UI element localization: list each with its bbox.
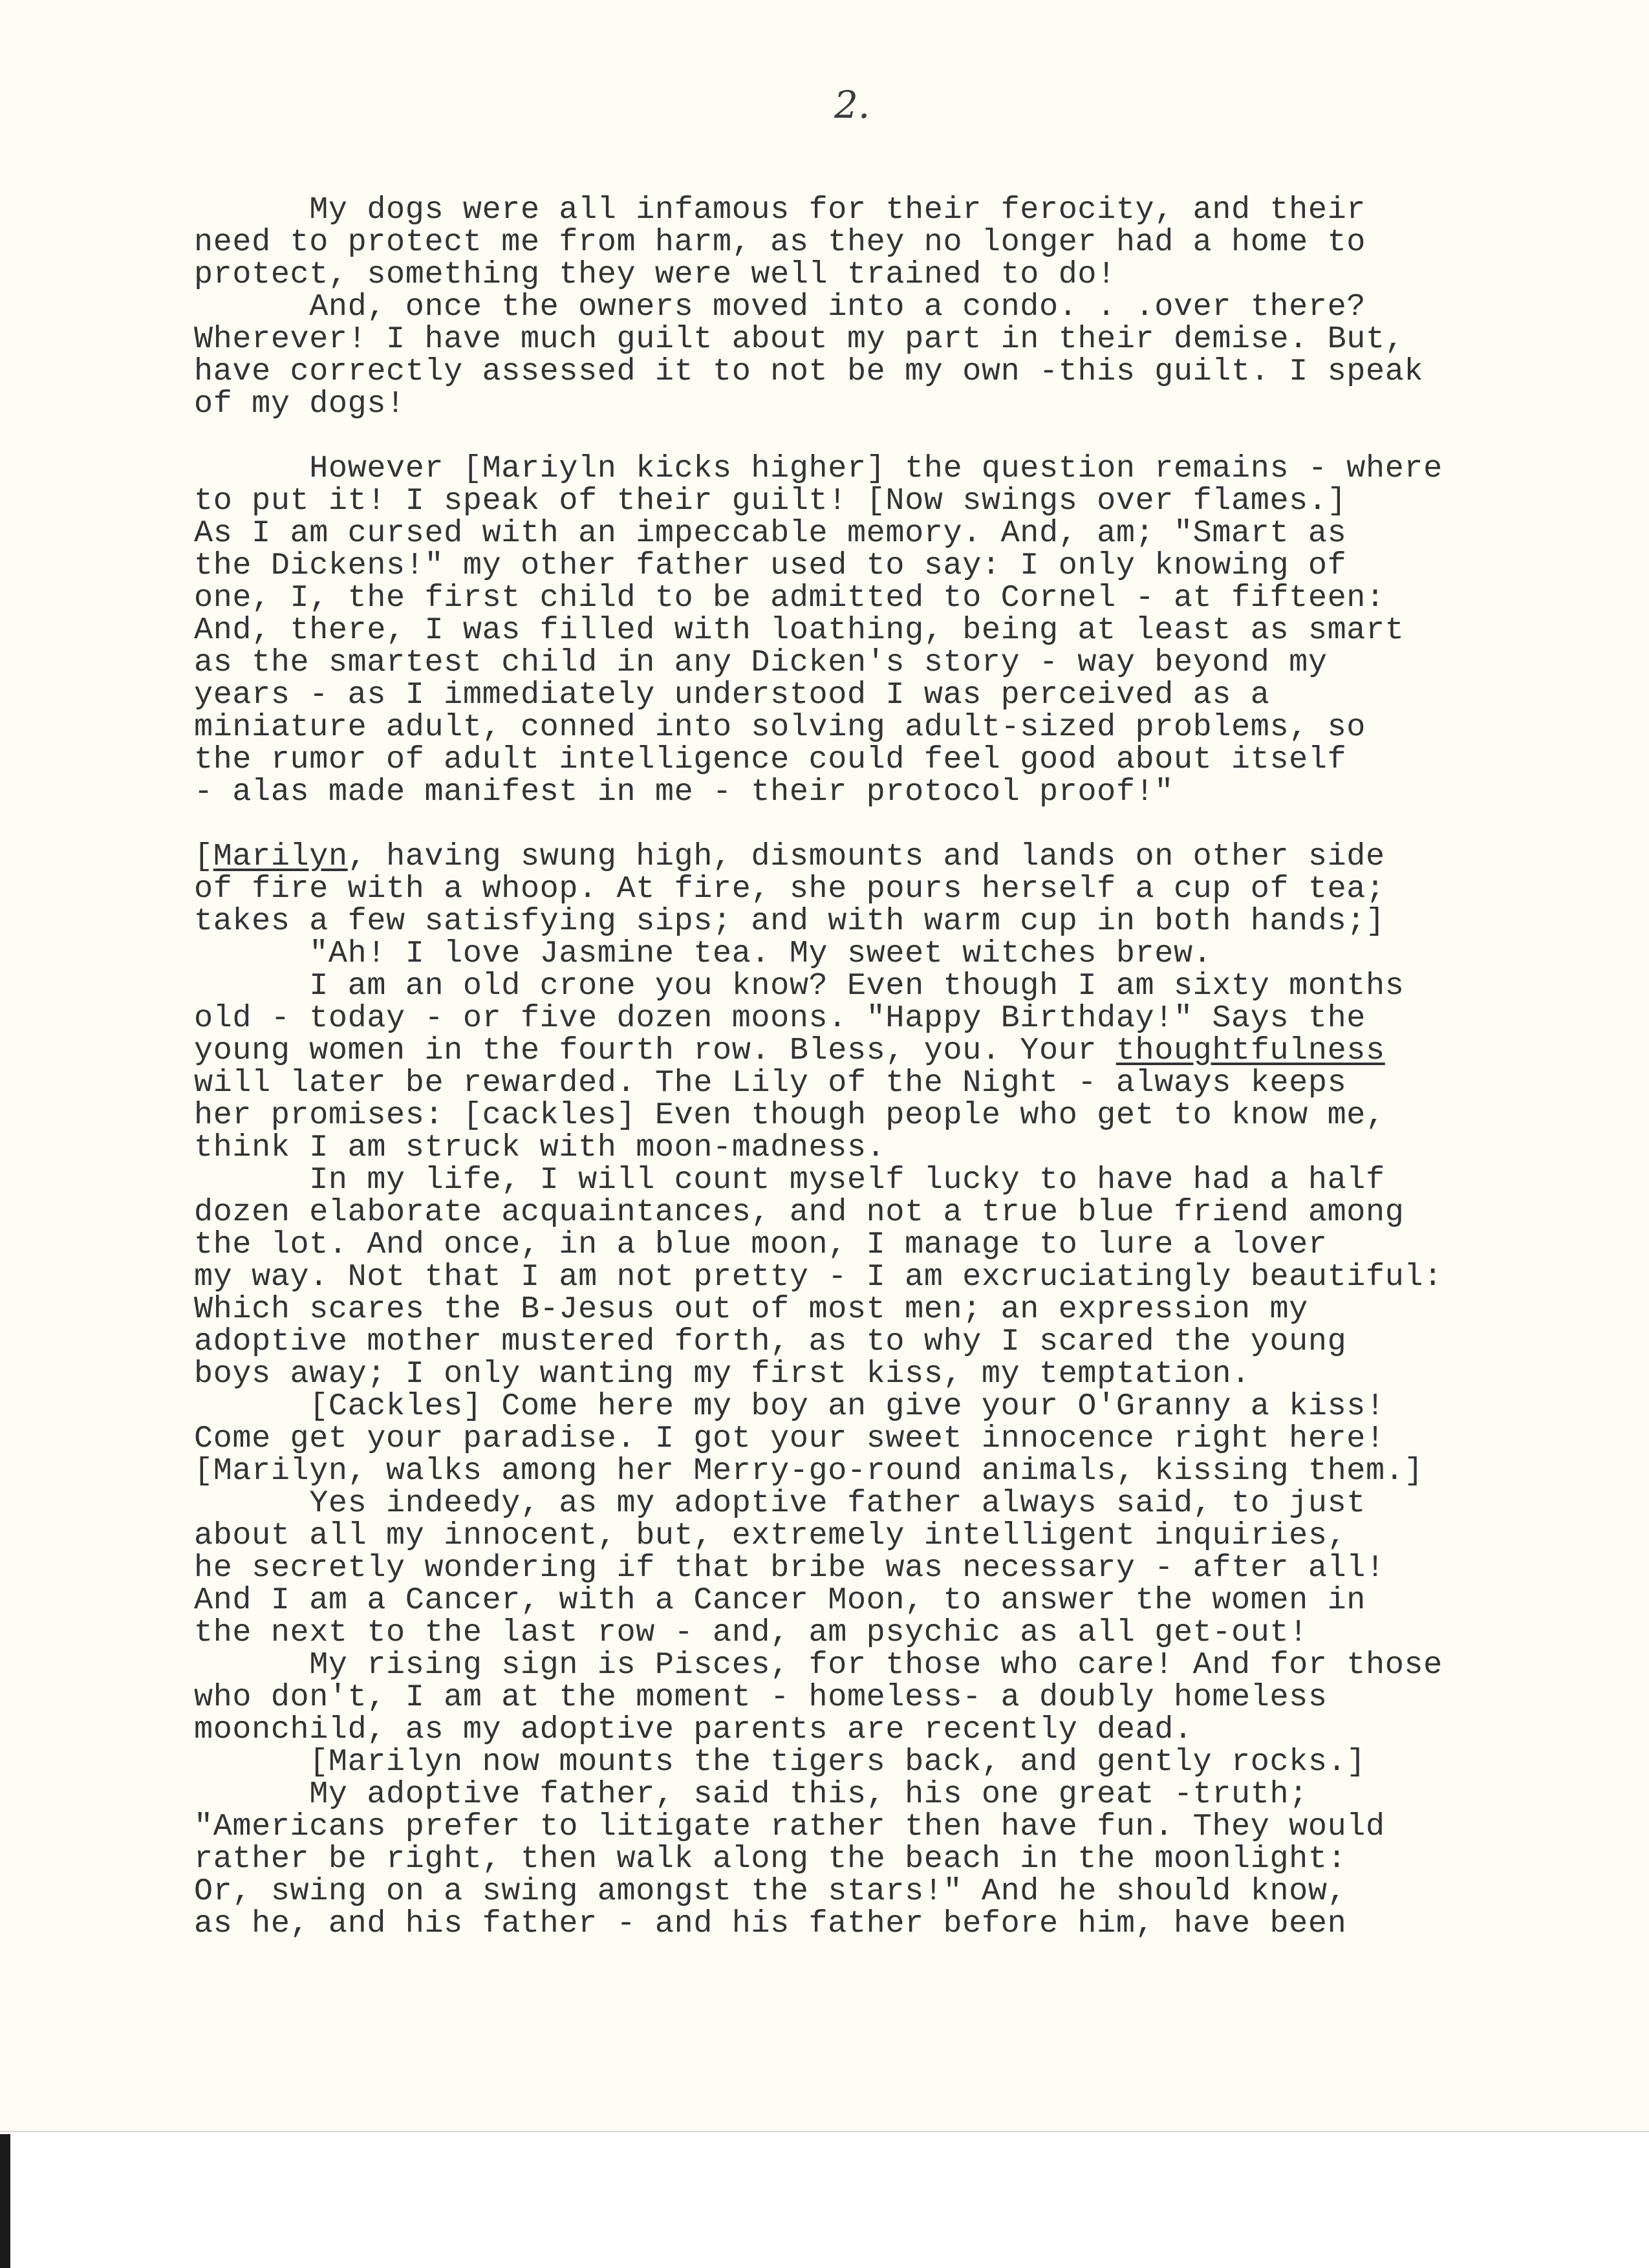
text-line: takes a few satisfying sips; and with warm cup in both hands;] (194, 903, 1385, 939)
text-line: dozen elaborate acquaintances, and not a true blue friend among (194, 1194, 1405, 1230)
paragraph-break (194, 808, 1487, 841)
underlined-word: Marilyn (213, 839, 348, 874)
text-line: of fire with a whoop. At fire, she pours herself a cup of tea; (194, 871, 1385, 907)
text-line: he secretly wondering if that bribe was necessary - after all! (194, 1550, 1385, 1586)
text-line: the lot. And once, in a blue moon, I manage to lure a lover (194, 1227, 1328, 1262)
text-line: have correctly assessed it to not be my own -this guilt. I speak (194, 354, 1424, 389)
page-number: 2. (834, 83, 870, 127)
text-line: old - today - or five dozen moons. "Happy Birthday!" Says the (194, 1000, 1366, 1036)
text-line: [Marilyn now mounts the tigers back, and gently rocks.] (194, 1744, 1366, 1780)
text-line: about all my innocent, but, extremely intelligent inquiries, (194, 1518, 1347, 1553)
text-line: I am an old crone you know? Even though I am sixty months (194, 968, 1405, 1004)
text-line: as he, and his father - and his father before him, have been (194, 1906, 1347, 1941)
text-line: Which scares the B-Jesus out of most men; an expression my (194, 1291, 1308, 1327)
body-text (194, 194, 1487, 1940)
text-line: my way. Not that I am not pretty - I am excruciatingly beautiful: (194, 1259, 1443, 1295)
text-line: rather be right, then walk along the beach in the moonlight: (194, 1841, 1347, 1877)
text-line: of my dogs! (194, 386, 405, 422)
text-line: one, I, the first child to be admitted to Cornel - at fifteen: (194, 580, 1385, 616)
underlined-word: thoughtfulness (1116, 1033, 1385, 1068)
text-line: My rising sign is Pisces, for those who care! And for those (194, 1647, 1443, 1683)
text-line: will later be rewarded. The Lily of the Night - always keeps (194, 1065, 1347, 1101)
text-line: And, there, I was filled with loathing, being at least as smart (194, 612, 1405, 648)
text-line: As I am cursed with an impeccable memory. And, am; "Smart as (194, 515, 1347, 551)
text-line: the Dickens!" my other father used to say: I only knowing of (194, 548, 1347, 583)
text-line: boys away; I only wanting my first kiss, my temptation. (194, 1356, 1251, 1392)
page-edge (0, 2131, 1649, 2132)
text-line: Yes indeedy, as my adoptive father always said, to just (194, 1485, 1366, 1521)
text-line: who don't, I am at the moment - homeless- a doubly homeless (194, 1679, 1328, 1715)
text-line: moonchild, as my adoptive parents are recently dead. (194, 1712, 1193, 1747)
text-line: [Marilyn, having swung high, dismounts and lands on other side (194, 839, 1385, 874)
text-line: adoptive mother mustered forth, as to why I scared the young (194, 1324, 1347, 1359)
text-line: In my life, I will count myself lucky to have had a half (194, 1162, 1385, 1198)
text-line: My dogs were all infamous for their ferocity, and their (194, 192, 1366, 228)
text-line: the next to the last row - and, am psychic as all get-out! (194, 1615, 1308, 1650)
scanner-edge-bar (0, 2134, 10, 2268)
text-line: - alas made manifest in me - their protocol proof!" (194, 774, 1174, 810)
text-line: young women in the fourth row. Bless, you. Your thoughtfulness (194, 1033, 1385, 1068)
text-line: to put it! I speak of their guilt! [Now swings over flames.] (194, 483, 1347, 519)
text-line: And, once the owners moved into a condo. . .over there? (194, 289, 1366, 325)
text-line: My adoptive father, said this, his one great -truth; (194, 1777, 1308, 1812)
text-line: "Americans prefer to litigate rather then have fun. They would (194, 1809, 1385, 1844)
text-line: Come get your paradise. I got your sweet innocence right here! (194, 1421, 1385, 1456)
text-line: protect, something they were well trained to do! (194, 257, 1116, 292)
text-line: as the smartest child in any Dicken's story - way beyond my (194, 645, 1328, 680)
text-line: [Cackles] Come here my boy an give your O'Granny a kiss! (194, 1388, 1385, 1424)
text-line: need to protect me from harm, as they no longer had a home to (194, 224, 1366, 260)
text-line: miniature adult, conned into solving adult-sized problems, so (194, 709, 1366, 745)
text-line: "Ah! I love Jasmine tea. My sweet witches brew. (194, 936, 1212, 971)
text-line: Wherever! I have much guilt about my part in their demise. But, (194, 321, 1405, 357)
text-line: [Marilyn, walks among her Merry-go-round animals, kissing them.] (194, 1453, 1424, 1489)
text-line: However [Mariyln kicks higher] the question remains - where (194, 451, 1443, 486)
paragraph-break (194, 420, 1487, 453)
text-line: And I am a Cancer, with a Cancer Moon, to answer the women in (194, 1582, 1366, 1618)
text-line: think I am struck with moon-madness. (194, 1130, 886, 1165)
text-line: her promises: [cackles] Even though people who get to know me, (194, 1097, 1385, 1133)
text-line: the rumor of adult intelligence could feel good about itself (194, 742, 1347, 777)
text-line: Or, swing on a swing amongst the stars!" And he should know, (194, 1874, 1347, 1909)
text-line: years - as I immediately understood I was perceived as a (194, 677, 1270, 713)
